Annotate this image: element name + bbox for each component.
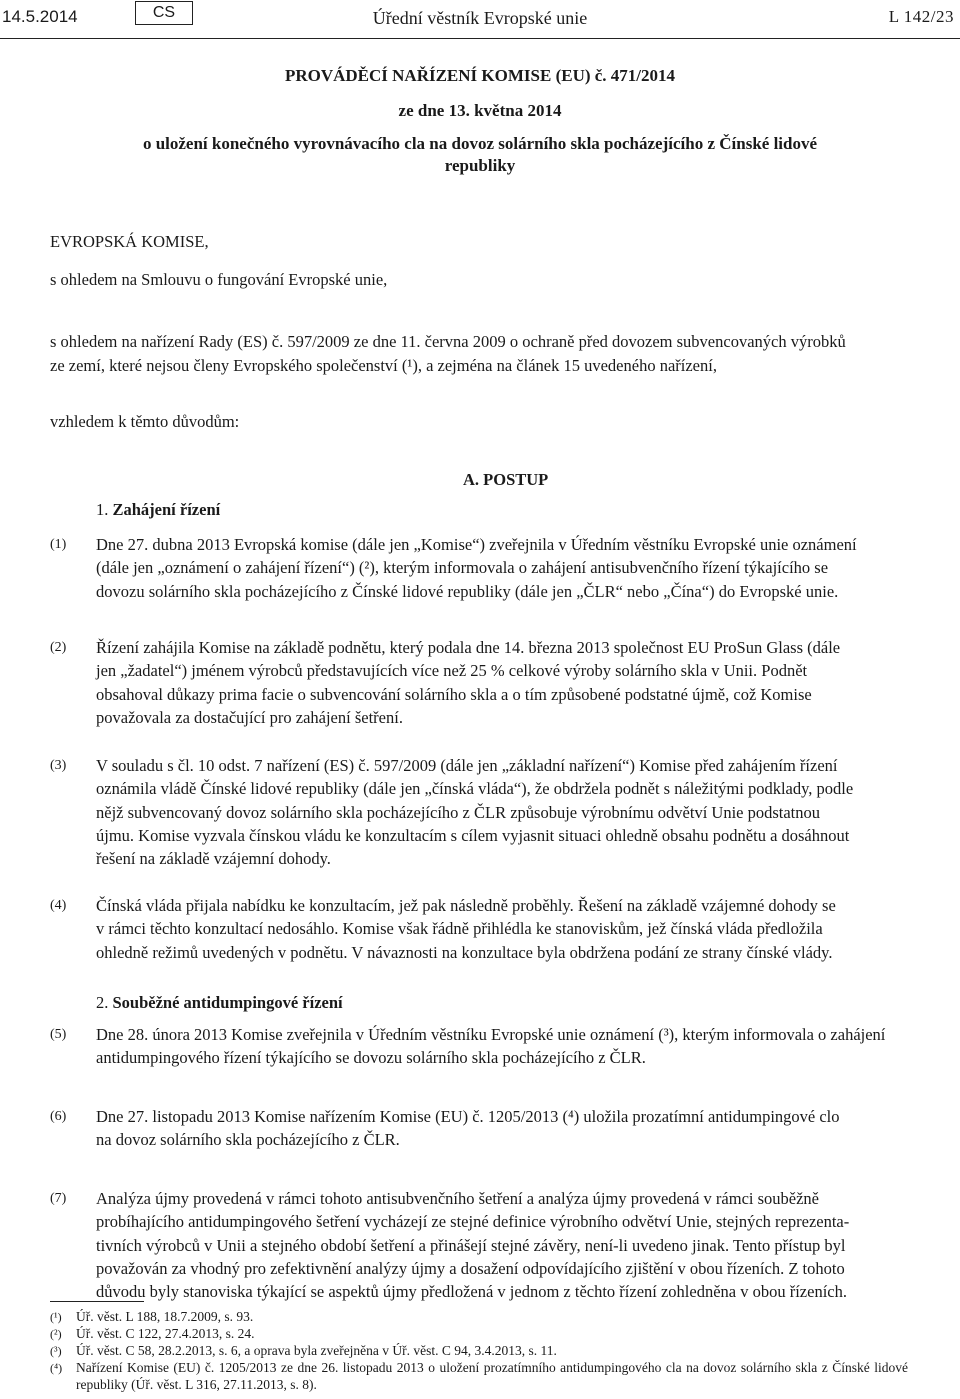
recital-text: V souladu s čl. 10 odst. 7 nařízení (ES) č. 597/2009 (dále jen „základní nařízení“) Komise před zahájením řízení oznámila vládě Čínské lidové republiky (dále jen „čínská vláda“), že obdržela podnět s náležitými podklady, podle nějž subvencovaný dovoz solárního skla pocházejícího z ČLR způsobuje výrobnímu odvětví Unie podstatnou újmu. Komise vyzvala čínskou vládu ke konzultacím s cílem vyjasnit situaci ohledně obsahu podnětu a dosáhnout řešení na základě vzájemní dohody. (96, 756, 854, 869)
footnote-2: (²) Úř. věst. C 122, 27.4.2013, s. 24. (50, 1326, 255, 1341)
recital-text: Dne 27. dubna 2013 Evropská komise (dále jen „Komise“) zveřejnila v Úředním věstníku Evropské unie oznámení (dále jen „oznámení o zahájení řízení“) (²), kterým informovala o zahájení antisubvenčního řízení týkajícího se dovozu solárního skla pocházejícího z Čínské lidové republiky (dále jen „ČLR“ nebo „Čína“) do Evropské unie. (96, 535, 857, 601)
regulation-title: PROVÁDĚCÍ NAŘÍZENÍ KOMISE (EU) č. 471/2014 (284, 66, 676, 85)
preamble-regulation-line1: s ohledem na nařízení Rady (ES) č. 597/2009 ze dne 11. června 2009 o ochraně před dovozem subvencovaných výrobků (50, 332, 846, 351)
recital-number: (7) (50, 1191, 67, 1206)
recital-text: Řízení zahájila Komise na základě podnětu, který podala dne 14. března 2013 společnost EU ProSun Glass (dále jen „žadatel“) jménem výrobců představujících více než 25 % celkové výroby solárního skla v Unii. Podnět obsahoval důkazy prima facie o subvencování solárního skla a o tím způsobené podstatné újmě, což Komise považovala za dostačující pro zahájení šetření. (96, 638, 841, 727)
recital-text: Dne 27. listopadu 2013 Komise nařízením Komise (EU) č. 1205/2013 (⁴) uložila prozatímní antidumpingové clo na dovoz solárního skla pocházejícího z ČLR. (96, 1107, 840, 1150)
section-heading: A. POSTUP (463, 470, 549, 489)
page-reference: L 142/23 (888, 7, 954, 26)
recital-text: Analýza újmy provedená v rámci tohoto antisubvenčního šetření a analýza újmy provedená v rámci souběžně probíhajícího antidumpingového šetření vycházejí ze stejné definice výrobního odvětví Unie, stejných reprezenta- tivních výrobců v Unii a stejného období šetření a přinášejí stejné závěry, není-li uvedeno jinak. Tento přístup byl považován za vhodný pro zefektivnění analýzy újmy a dosažení odpovídajícího zjištění v obou řízeních. Z tohoto důvodu byly stanoviska týkající se aspektů újmy předložená v jednom z těchto řízení zohledněna v obou řízeních. (96, 1189, 850, 1302)
footnote-rule (50, 1301, 144, 1302)
regulation-subject-line1: o uložení konečného vyrovnávacího cla na dovoz solárního skla pocházejícího z Čínské lidové (142, 134, 818, 153)
language-badge: CS (135, 1, 193, 25)
recital-number: (6) (50, 1109, 67, 1124)
preamble-whereas: vzhledem k těmto důvodům: (50, 412, 240, 431)
preamble-institution: EVROPSKÁ KOMISE, (50, 232, 209, 251)
recital-number: (4) (50, 898, 67, 913)
regulation-subject-line2: republiky (444, 156, 516, 175)
footnote-4: (⁴) Nařízení Komise (EU) č. 1205/2013 ze dne 26. listopadu 2013 o uložení prozatímního antidumpingového cla na dovoz solárního skla z Čínské lidové republiky (Úř. věst. L 316, 27.11.2013, s. 8). (50, 1360, 908, 1392)
preamble-regulation-line2: ze zemí, které nejsou členy Evropského společenství (¹), a zejména na článek 15 uvedeného nařízení, (50, 356, 717, 375)
recital-text: Dne 28. února 2013 Komise zveřejnila v Úředním věstníku Evropské unie oznámení (³), kterým informovala o zahájení antidumpingového řízení týkajícího se dovozu solárního skla pocházejícího z ČLR. (96, 1025, 886, 1068)
recital-number: (2) (50, 640, 67, 655)
journal-title: Úřední věstník Evropské unie (372, 8, 588, 28)
recital-number: (1) (50, 537, 67, 552)
subsection-heading-2: 2. Souběžné antidumpingové řízení (96, 993, 343, 1012)
preamble-treaty: s ohledem na Smlouvu o fungování Evropské unie, (50, 270, 388, 289)
regulation-date: ze dne 13. května 2014 (398, 101, 562, 120)
recital-text: Čínská vláda přijala nabídku ke konzultacím, jež pak následně proběhly. Řešení na základě vzájemné dohody se v rámci těchto konzultací nedosáhlo. Komise však řádně přihlédla ke stanoviskům, jež čínská vláda předložila ohledně režimů uvedených v podnětu. V návaznosti na konzultace byla obdržena podání ze strany čínské vlády. (96, 896, 836, 962)
footnote-3: (³) Úř. věst. C 58, 28.2.2013, s. 6, a oprava byla zveřejněna v Úř. věst. C 94, 3.4.2013, s. 11. (50, 1343, 557, 1358)
recital-number: (3) (50, 758, 67, 773)
subsection-heading-1: 1. Zahájení řízení (96, 500, 221, 519)
footnote-1: (¹) Úř. věst. L 188, 18.7.2009, s. 93. (50, 1309, 254, 1324)
page-header (0, 0, 960, 40)
header-rule (0, 38, 960, 39)
recital-number: (5) (50, 1027, 67, 1042)
publication-date: 14.5.2014 (2, 7, 78, 26)
